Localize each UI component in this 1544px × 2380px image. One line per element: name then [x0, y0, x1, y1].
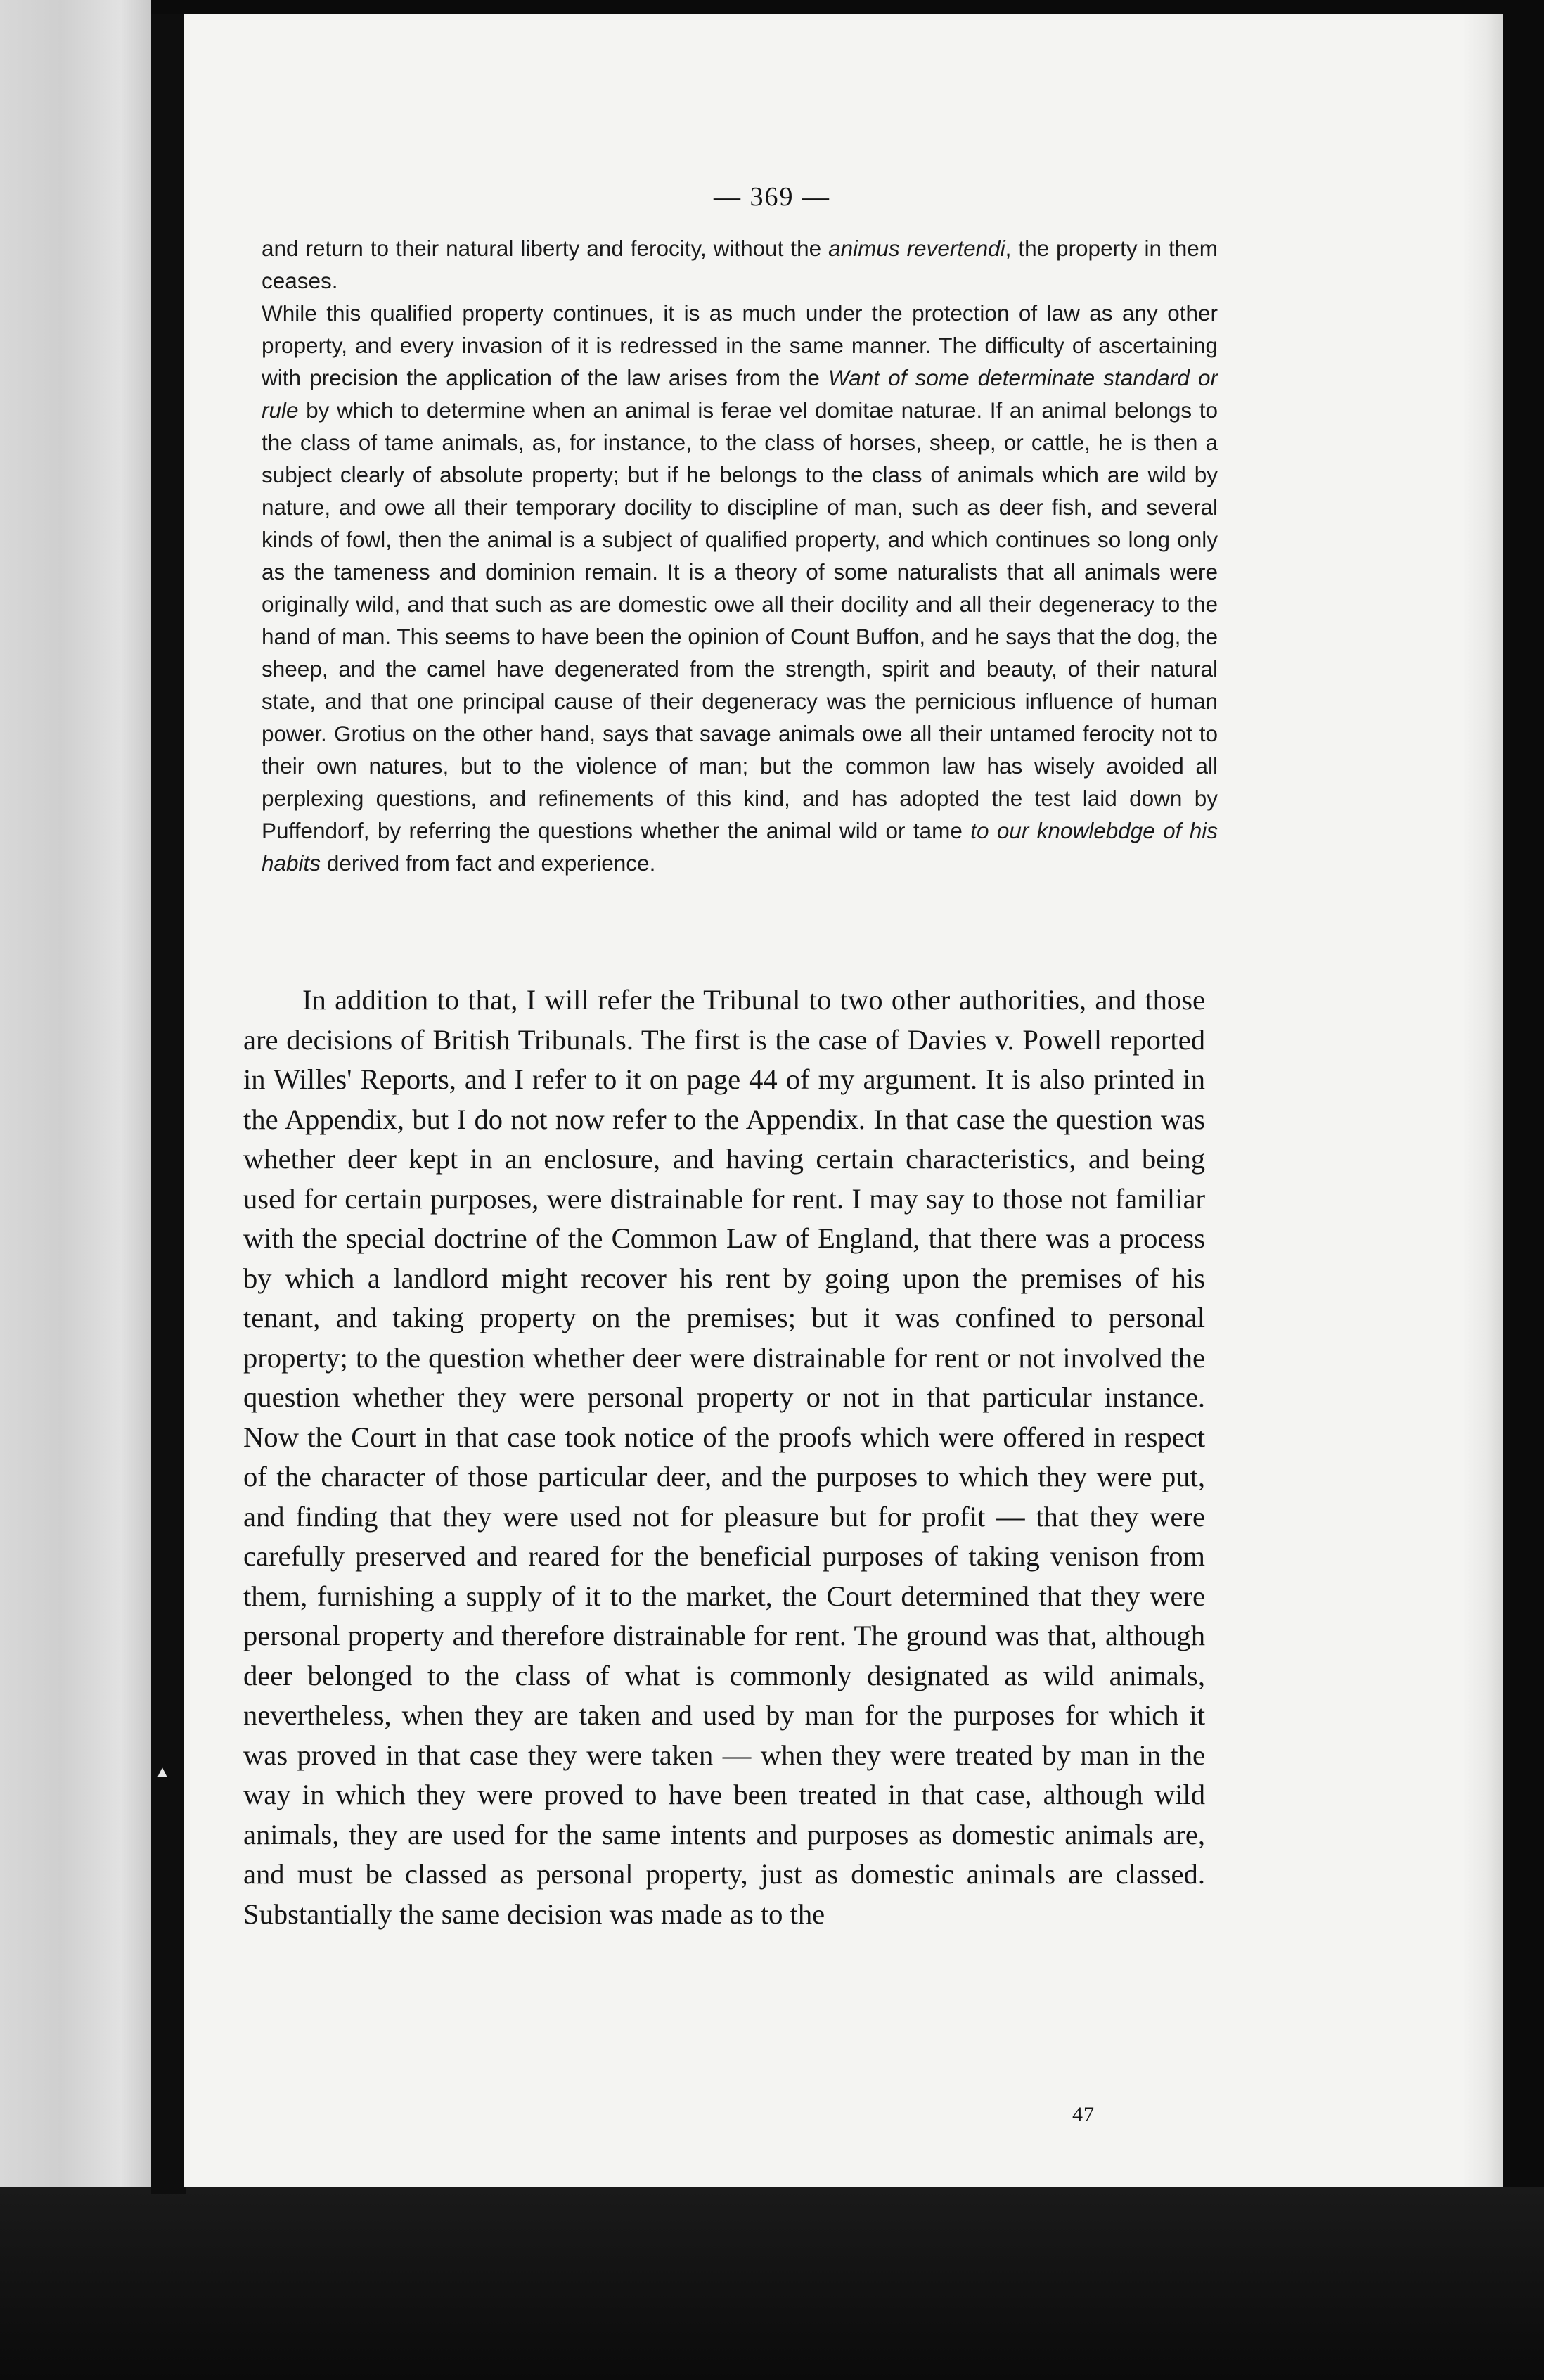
quoted-excerpt — [262, 232, 1218, 879]
quote-paragraph-1 — [262, 232, 1218, 297]
quote-segment: derived from fact and experience. — [321, 850, 656, 876]
quote-italic-segment: to our knowlebdge of his habits — [262, 818, 1218, 876]
quote-italic-segment: animus revertendi — [828, 236, 1005, 261]
quote-segment: by which to determine when an animal is ferae vel domitae naturae. If an animal belongs to the class of tame animals, as, for instance, to the class of horses, sheep, or cattle, he is then a subject clearly of absolute property; but if he belongs to the class of animals which are wild by nature, and owe all their temporary docility to discipline of man, such as deer fish, and several kinds of fowl, then the animal is a subject of qualified property, and which continues so long only as the tameness and dominion remain. It is a theory of some naturalists that all animals were originally wild, and that such as are domestic owe all their docility and all their degeneracy to the hand of man. This seems to have been the opinion of Count Buffon, and he says that the dog, the sheep, and the camel have degenerated from the strength, spirit and beauty, of their natural state, and that one principal cause of their degeneracy was the pernicious influence of human power. Grotius on the other hand, says that savage animals owe all their untamed ferocity not to their own natures, but to the violence of man; but the common law has wisely avoided all perplexing questions, and refinements of this kind, and has adopted the test laid down by Puffendorf, by referring the questions whether the animal wild or tame — [262, 397, 1218, 843]
quote-segment: and return to their natural liberty and ferocity, without the — [262, 236, 829, 261]
quote-segment: While this qualified property continues, it is as much under the protection of law as any other property, and every invasion of it is redressed in the same manner. The difficulty of ascertaining with precision the application of the law arises from the — [262, 300, 1218, 390]
book-spine — [151, 14, 186, 2194]
quote-italic-segment: Want of some determinate standard or rule — [262, 365, 1218, 423]
main-text — [243, 980, 1205, 1934]
scanner-backing-lower — [0, 2187, 1544, 2380]
signature-mark: 47 — [1072, 2103, 1095, 2126]
page-number: — 369 — — [714, 182, 830, 212]
quote-segment: , the property in them ceases. — [262, 236, 1218, 293]
margin-tab-mark: ▲ — [155, 1762, 170, 1780]
quote-paragraph-2 — [262, 297, 1218, 879]
page-edge-shadow — [1462, 14, 1503, 2187]
body-paragraph-1: In addition to that, I will refer the Tribunal to two other authorities, and those are decisions of British Tribunals. The first is the case of Davies v. Powell reported in Willes' Reports, and I refer to it on page 44 of my argument. It is also printed in the Appendix, but I do not now refer to the Appendix. In that case the question was whether deer kept in an enclosure, and having certain characteristics, and being used for certain purposes, were distrainable for rent. I may say to those not familiar with the special doctrine of the Common Law of England, that there was a process by which a landlord might recover his rent by going upon the premises of his tenant, and taking property on the premises; but it was confined to personal property; to the question whether deer were distrainable for rent or not involved the question whether they were personal property or not in that particular instance. Now the Court in that case took notice of the proofs which were offered in respect of the character of those particular deer, and the purposes to which they were put, and finding that they were used not for pleasure but for profit — that they were carefully preserved and reared for the beneficial purposes of taking venison from them, furnishing a supply of it to the market, the Court determined that they were personal property and therefore distrainable for rent. The ground was that, although deer belonged to the class of what is commonly designated as wild animals, nevertheless, when they are taken and used by man for the purposes for which it was proved in that case they were taken — when they were treated by man in the way in which they were proved to have been treated in that case, although wild animals, they are used for the same intents and purposes as domestic animals are, and must be classed as personal property, just as domestic animals are classed. Substantially the same decision was made as to the — [243, 984, 1205, 1930]
scanner-backing — [0, 0, 151, 2380]
